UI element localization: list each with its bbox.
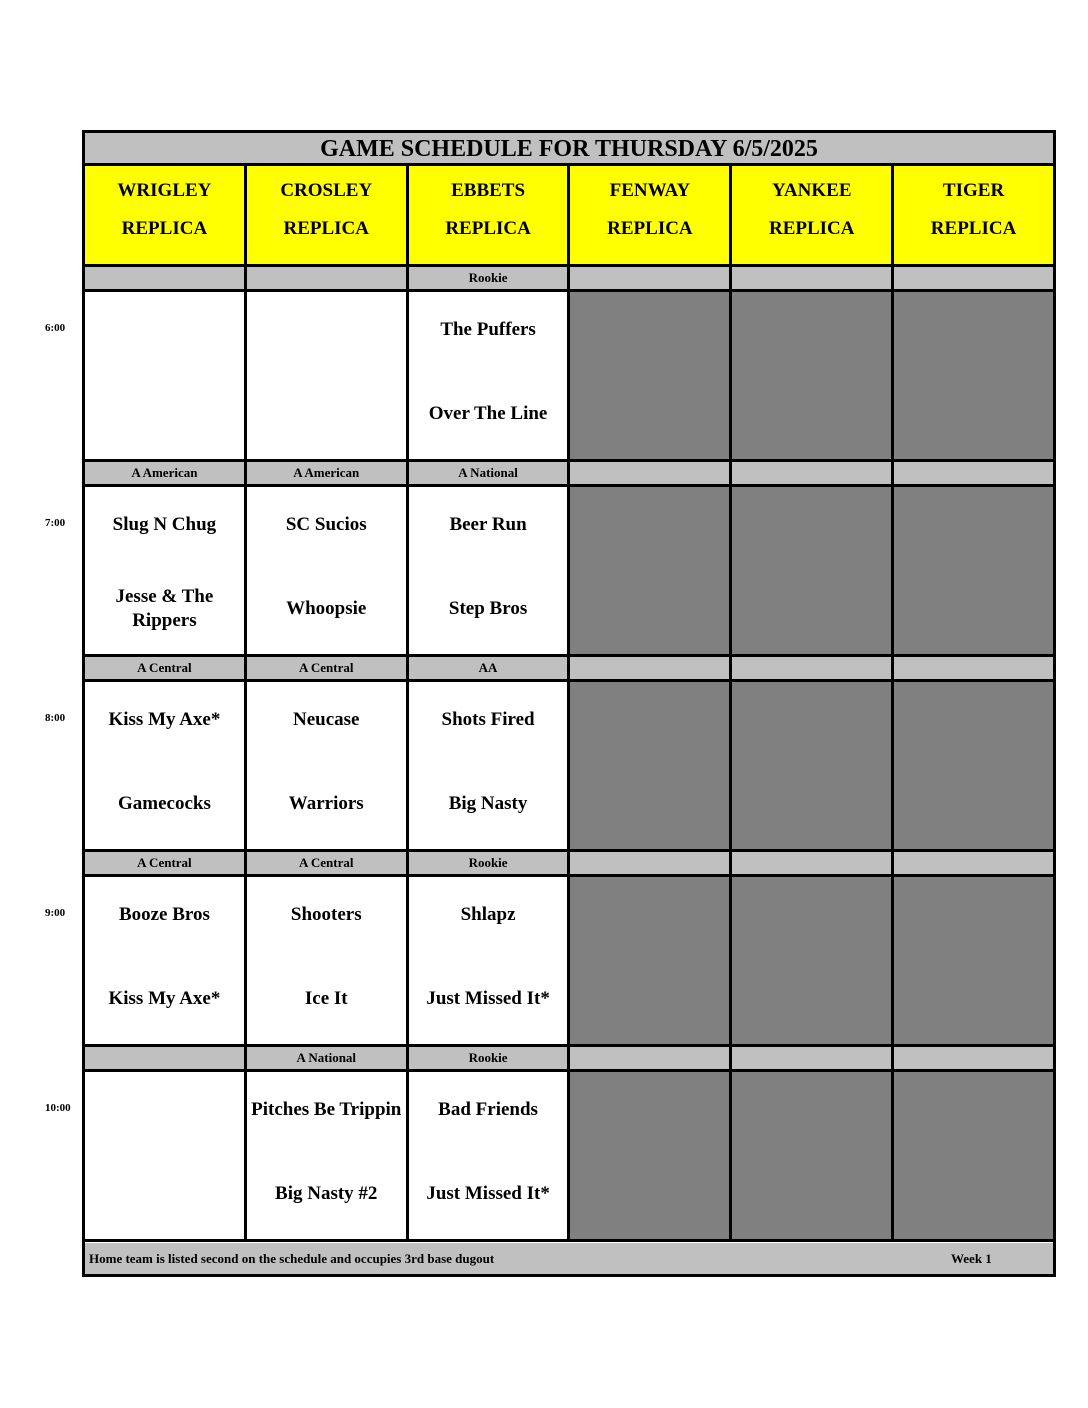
- home-team: [89, 384, 240, 444]
- away-team: [89, 300, 240, 360]
- division-label: [570, 657, 732, 679]
- time-slot-block: [85, 657, 1053, 852]
- field-header-wrigley: [85, 166, 247, 264]
- away-team: Pitches Be Trippin: [251, 1099, 402, 1120]
- game-row: [85, 292, 1053, 462]
- field-name: FENWAY: [609, 180, 691, 201]
- division-label: [570, 462, 732, 484]
- unavailable-field-cell: [570, 1072, 732, 1239]
- field-name: CROSLEY: [280, 180, 373, 201]
- division-label: [570, 1047, 732, 1069]
- game-cell: [247, 292, 409, 459]
- division-label-row: [85, 462, 1053, 487]
- division-label: A American: [247, 462, 409, 484]
- game-cell: [85, 877, 247, 1044]
- division-label: [247, 267, 409, 289]
- home-team: Just Missed It*: [426, 1183, 550, 1204]
- away-team: [89, 1080, 240, 1140]
- game-row: [85, 1072, 1053, 1242]
- game-cell: [85, 487, 247, 654]
- field-name: TIGER: [942, 180, 1005, 201]
- division-label: [732, 267, 894, 289]
- game-cell: [409, 292, 571, 459]
- unavailable-field-cell: [894, 682, 1053, 849]
- footer-note: Home team is listed second on the schedule and occupies 3rd base dugout: [89, 1251, 495, 1266]
- time-label: 6:00: [45, 322, 66, 334]
- division-label: A National: [409, 462, 571, 484]
- footer-bar: [85, 1243, 1053, 1274]
- game-cell: [85, 1072, 247, 1239]
- unavailable-field-cell: [732, 682, 894, 849]
- page-title: GAME SCHEDULE FOR THURSDAY 6/5/2025: [85, 133, 1053, 166]
- home-team: Ice It: [304, 988, 348, 1009]
- field-header-fenway: [570, 166, 732, 264]
- schedule-sheet: [82, 130, 1056, 1277]
- time-slot-block: [85, 267, 1053, 462]
- unavailable-field-cell: [894, 877, 1053, 1044]
- home-team: Over The Line: [428, 403, 548, 424]
- home-team: Whoopsie: [286, 598, 367, 619]
- division-label: [570, 267, 732, 289]
- time-slot-block: [85, 852, 1053, 1047]
- field-header-crosley: [247, 166, 409, 264]
- away-team: Shlapz: [460, 904, 516, 925]
- division-label: A Central: [247, 852, 409, 874]
- away-team: Shots Fired: [441, 709, 535, 730]
- field-name: WRIGLEY: [117, 180, 212, 201]
- division-label-row: [85, 657, 1053, 682]
- division-label: [894, 462, 1053, 484]
- division-label: A Central: [85, 852, 247, 874]
- unavailable-field-cell: [894, 487, 1053, 654]
- field-header-yankee: [732, 166, 894, 264]
- away-team: Kiss My Axe*: [108, 709, 221, 730]
- division-label: Rookie: [409, 267, 571, 289]
- unavailable-field-cell: [570, 877, 732, 1044]
- field-header-ebbets: [409, 166, 571, 264]
- division-label: A Central: [85, 657, 247, 679]
- home-team: Big Nasty #2: [275, 1183, 378, 1204]
- unavailable-field-cell: [894, 1072, 1053, 1239]
- division-label-row: [85, 267, 1053, 292]
- unavailable-field-cell: [570, 292, 732, 459]
- week-label: Week 1: [951, 1251, 992, 1266]
- division-label: [85, 267, 247, 289]
- game-cell: [409, 1072, 571, 1239]
- time-slot-block: [85, 1047, 1053, 1242]
- game-cell: [247, 487, 409, 654]
- home-team: Big Nasty: [448, 793, 528, 814]
- away-team: The Puffers: [440, 319, 536, 340]
- game-cell: [409, 487, 571, 654]
- game-cell: [247, 682, 409, 849]
- unavailable-field-cell: [894, 292, 1053, 459]
- away-team: Slug N Chug: [112, 514, 217, 535]
- game-row: [85, 487, 1053, 657]
- division-label: [85, 1047, 247, 1069]
- division-label: [732, 852, 894, 874]
- game-row: [85, 877, 1053, 1047]
- division-label: [732, 657, 894, 679]
- time-label: 7:00: [45, 517, 66, 529]
- away-team: [251, 300, 402, 360]
- field-subtitle: REPLICA: [930, 218, 1017, 239]
- away-team: Neucase: [293, 709, 360, 730]
- field-subtitle: REPLICA: [607, 218, 693, 239]
- unavailable-field-cell: [570, 682, 732, 849]
- time-label: 9:00: [45, 907, 66, 919]
- division-label: AA: [409, 657, 571, 679]
- field-name: YANKEE: [771, 180, 852, 201]
- home-team: [251, 384, 402, 444]
- home-team: Gamecocks: [117, 793, 211, 814]
- away-team: SC Sucios: [285, 514, 367, 535]
- division-label: [732, 1047, 894, 1069]
- home-team: [89, 1164, 240, 1224]
- game-cell: [85, 682, 247, 849]
- unavailable-field-cell: [732, 487, 894, 654]
- division-label: [894, 267, 1053, 289]
- game-row: [85, 682, 1053, 852]
- division-label: A American: [85, 462, 247, 484]
- home-team: Kiss My Axe*: [108, 988, 221, 1009]
- time-label: 8:00: [45, 712, 66, 724]
- field-name: EBBETS: [451, 180, 526, 201]
- home-team: Warriors: [288, 793, 364, 814]
- unavailable-field-cell: [732, 877, 894, 1044]
- division-label-row: [85, 1047, 1053, 1072]
- home-team: Step Bros: [448, 598, 528, 619]
- away-team: Shooters: [290, 904, 362, 925]
- time-slot-block: [85, 462, 1053, 657]
- division-label-row: [85, 852, 1053, 877]
- field-subtitle: REPLICA: [121, 218, 208, 239]
- away-team: Booze Bros: [118, 904, 210, 925]
- field-header-row: [85, 166, 1053, 267]
- division-label: A Central: [247, 657, 409, 679]
- unavailable-field-cell: [732, 292, 894, 459]
- division-label: [894, 657, 1053, 679]
- division-label: A National: [247, 1047, 409, 1069]
- away-team: Bad Friends: [438, 1099, 538, 1120]
- field-subtitle: REPLICA: [445, 218, 531, 239]
- field-subtitle: REPLICA: [768, 218, 855, 239]
- home-team: Jesse & The Rippers: [115, 586, 214, 631]
- game-cell: [247, 877, 409, 1044]
- game-cell: [85, 292, 247, 459]
- division-label: [894, 852, 1053, 874]
- away-team: Beer Run: [449, 514, 527, 535]
- division-label: [894, 1047, 1053, 1069]
- time-label: 10:00: [45, 1102, 71, 1114]
- division-label: [570, 852, 732, 874]
- division-label: [732, 462, 894, 484]
- home-team: Just Missed It*: [426, 988, 550, 1009]
- unavailable-field-cell: [570, 487, 732, 654]
- field-subtitle: REPLICA: [283, 218, 369, 239]
- division-label: Rookie: [409, 852, 571, 874]
- game-cell: [409, 877, 571, 1044]
- game-cell: [409, 682, 571, 849]
- unavailable-field-cell: [732, 1072, 894, 1239]
- division-label: Rookie: [409, 1047, 571, 1069]
- field-header-tiger: [894, 166, 1053, 264]
- game-cell: [247, 1072, 409, 1239]
